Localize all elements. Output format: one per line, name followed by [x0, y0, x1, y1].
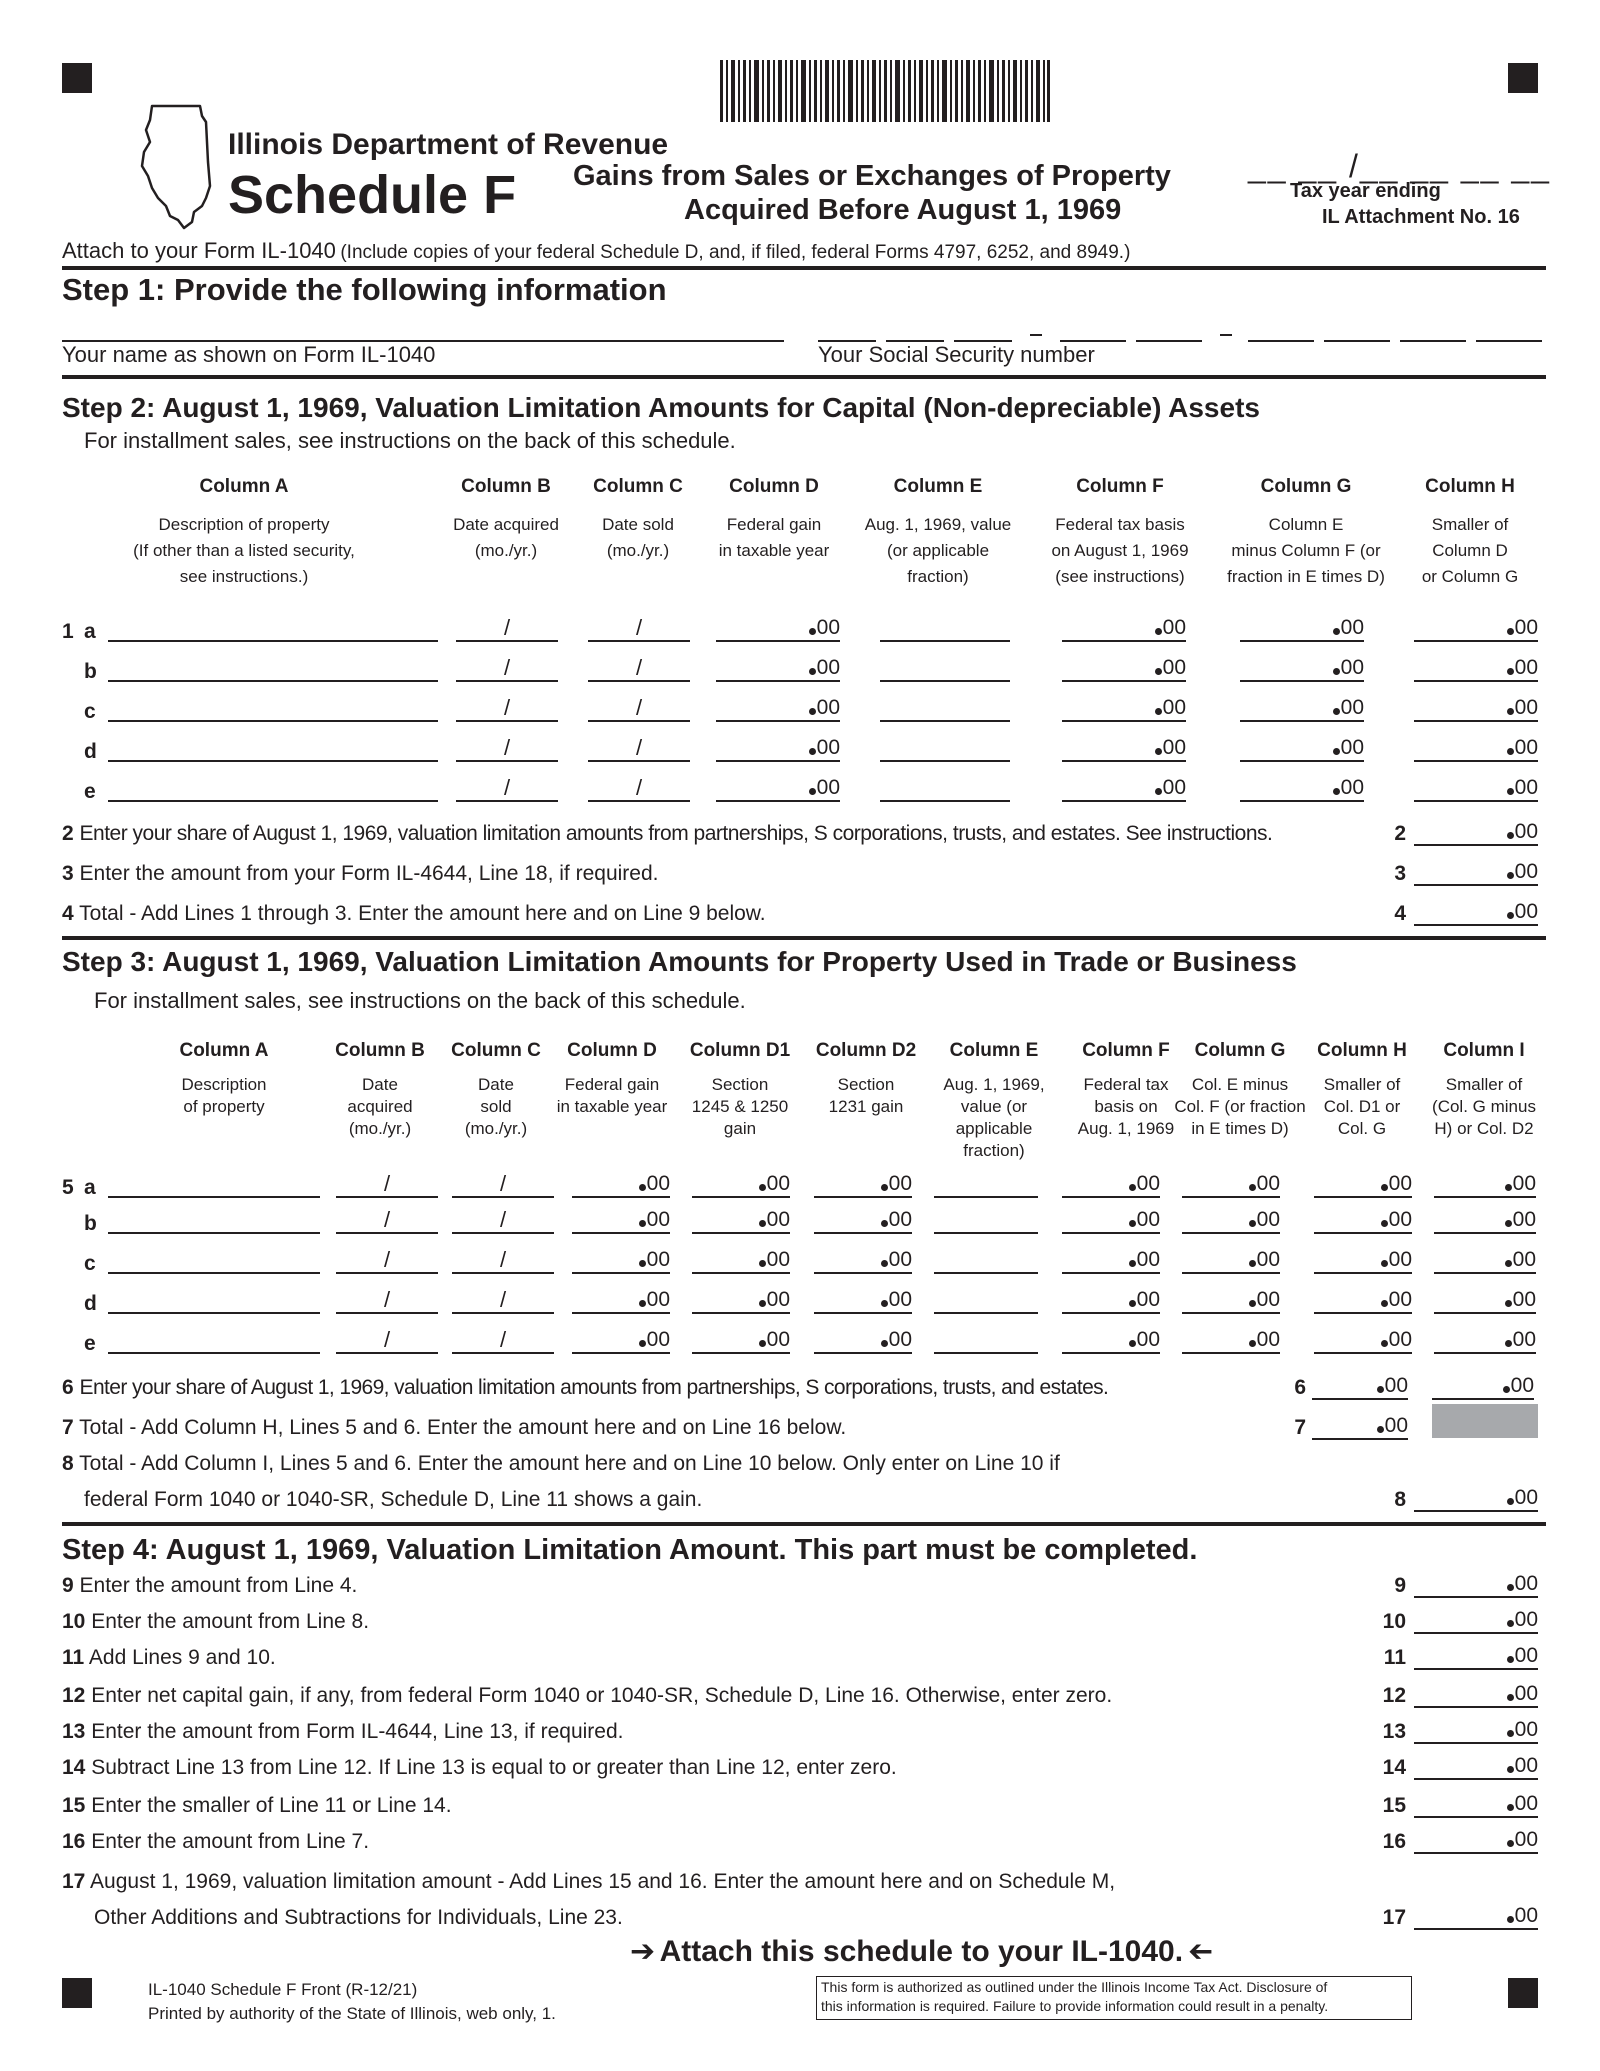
federal-gain-input[interactable]: 00: [572, 1206, 670, 1234]
column-description: Column E minus Column F (or fraction in E times D): [1227, 515, 1385, 586]
description-input[interactable]: [108, 1196, 320, 1198]
line14-text: 14 Subtract Line 13 from Line 12. If Line 13 is equal to or greater than Line 12, enter zero.: [62, 1756, 897, 1779]
row-letter: b: [84, 660, 97, 683]
line6-text: 6 Enter your share of August 1, 1969, valuation limitation amounts from partnerships, S corporations, trusts, and estates.: [62, 1376, 1109, 1399]
description-input[interactable]: [108, 680, 438, 682]
column-g-input[interactable]: 00: [1240, 774, 1364, 802]
column-h-input[interactable]: 00: [1414, 614, 1538, 642]
row-letter: d: [84, 740, 97, 763]
form-title-line1: Gains from Sales or Exchanges of Property: [573, 160, 1171, 192]
line17-number: 17: [1382, 1906, 1406, 1929]
disclosure-notice: This form is authorized as outlined under the Illinois Income Tax Act. Disclosure of this information is required. Failure to provide information could result in a penalty.: [816, 1976, 1412, 2020]
column-description: Date acquired (mo./yr.): [453, 515, 559, 560]
federal-tax-basis-input[interactable]: 00: [1062, 694, 1186, 722]
column-description: Federal tax basis on Aug. 1, 1969: [1077, 1075, 1175, 1138]
line10-text: 10 Enter the amount from Line 8.: [62, 1610, 370, 1633]
step1-title: Step 1: Provide the following information: [62, 272, 667, 307]
aug-1969-value-input[interactable]: [934, 1352, 1038, 1354]
divider: [62, 266, 1546, 270]
column-description: Date sold (mo./yr.): [602, 515, 674, 560]
date-acquired-input[interactable]: /: [336, 1286, 438, 1314]
date-acquired-input[interactable]: /: [336, 1246, 438, 1274]
column-header: Column C: [451, 1040, 541, 1061]
line11-amount[interactable]: 00: [1414, 1642, 1538, 1670]
column-header: Column C: [593, 476, 683, 497]
line17-amount[interactable]: 00: [1414, 1902, 1538, 1930]
column-g-input[interactable]: 00: [1182, 1206, 1280, 1234]
aug-1969-value-input[interactable]: [880, 720, 1010, 722]
federal-tax-basis-input[interactable]: 00: [1062, 1206, 1160, 1234]
date-sold-input[interactable]: /: [588, 774, 690, 802]
date-acquired-input[interactable]: /: [456, 614, 558, 642]
illinois-map-icon: [138, 102, 216, 232]
section-1245-1250-input[interactable]: 00: [692, 1206, 790, 1234]
date-sold-input[interactable]: /: [588, 694, 690, 722]
line15-number: 15: [1382, 1794, 1406, 1817]
column-i-input[interactable]: 00: [1434, 1170, 1536, 1198]
column-description: Aug. 1, 1969, value (or applicable fraction): [943, 1075, 1045, 1160]
row-letter: a: [84, 620, 96, 643]
date-acquired-input[interactable]: /: [336, 1170, 438, 1198]
line17-text-2: Other Additions and Subtractions for Individuals, Line 23.: [94, 1906, 623, 1929]
section-1231-input[interactable]: 00: [814, 1286, 912, 1314]
column-header: Column F: [1082, 1040, 1170, 1061]
federal-tax-basis-input[interactable]: 00: [1062, 654, 1186, 682]
department-name: Illinois Department of Revenue: [228, 128, 669, 161]
section-1245-1250-input[interactable]: 00: [692, 1286, 790, 1314]
column-description: Federal gain in taxable year: [556, 1075, 668, 1116]
line9-amount[interactable]: 00: [1414, 1570, 1538, 1598]
date-acquired-input[interactable]: /: [456, 734, 558, 762]
row-letter: e: [84, 1332, 96, 1355]
attach-instruction: [62, 238, 1130, 264]
line13-amount[interactable]: 00: [1414, 1716, 1538, 1744]
step2-note: For installment sales, see instructions on the back of this schedule.: [84, 428, 736, 453]
description-input[interactable]: [108, 1352, 320, 1354]
line9-text: 9 Enter the amount from Line 4.: [62, 1574, 358, 1597]
printed-by: Printed by authority of the State of Illinois, web only, 1.: [148, 2004, 556, 2023]
line8-text-2: federal Form 1040 or 1040-SR, Schedule D, Line 11 shows a gain.: [84, 1488, 703, 1511]
description-input[interactable]: [108, 1272, 320, 1274]
column-g-input[interactable]: 00: [1240, 614, 1364, 642]
column-description: Section 1245 & 1250 gain: [691, 1075, 789, 1138]
federal-gain-input[interactable]: 00: [572, 1170, 670, 1198]
left-arrow-icon: ➔: [1187, 1935, 1213, 1968]
row-letter: b: [84, 1212, 97, 1235]
column-i-input[interactable]: 00: [1434, 1326, 1536, 1354]
date-sold-input[interactable]: /: [588, 614, 690, 642]
line13-text: 13 Enter the amount from Form IL-4644, Line 13, if required.: [62, 1720, 624, 1743]
column-description: Date acquired (mo./yr.): [347, 1075, 413, 1138]
column-header: Column H: [1317, 1040, 1407, 1061]
date-sold-input[interactable]: /: [588, 654, 690, 682]
line14-number: 14: [1382, 1756, 1406, 1779]
federal-gain-input[interactable]: 00: [572, 1246, 670, 1274]
registration-mark: [1508, 63, 1538, 93]
column-header: Column F: [1076, 476, 1164, 497]
line11-number: 11: [1383, 1646, 1406, 1669]
column-description: Smaller of (Col. G minus H) or Col. D2: [1432, 1075, 1536, 1138]
federal-gain-input[interactable]: 00: [716, 694, 840, 722]
aug-1969-value-input[interactable]: [934, 1272, 1038, 1274]
date-sold-input[interactable]: /: [452, 1286, 554, 1314]
attach-reminder: ➔ Attach this schedule to your IL-1040. ➔: [630, 1935, 1213, 1968]
section-1245-1250-input[interactable]: 00: [692, 1326, 790, 1354]
column-g-input[interactable]: 00: [1240, 734, 1364, 762]
date-sold-input[interactable]: /: [588, 734, 690, 762]
column-header: Column D2: [815, 1040, 917, 1061]
section-1231-input[interactable]: 00: [814, 1206, 912, 1234]
federal-gain-input[interactable]: 00: [716, 734, 840, 762]
line4-text: 4 Total - Add Lines 1 through 3. Enter the amount here and on Line 9 below.: [62, 902, 766, 925]
column-i-input[interactable]: 00: [1434, 1246, 1536, 1274]
line6-number: 6: [1294, 1376, 1306, 1399]
federal-tax-basis-input[interactable]: 00: [1062, 1326, 1160, 1354]
divider: [62, 1522, 1546, 1526]
line15-amount[interactable]: 00: [1414, 1790, 1538, 1818]
column-g-input[interactable]: 00: [1240, 694, 1364, 722]
description-input[interactable]: [108, 760, 438, 762]
line1-number: 1: [62, 620, 74, 643]
line3-text: 3 Enter the amount from your Form IL-4644, Line 18, if required.: [62, 862, 659, 885]
line16-text: 16 Enter the amount from Line 7.: [62, 1830, 370, 1853]
registration-mark: [62, 63, 92, 93]
column-description: Section 1231 gain: [828, 1075, 904, 1116]
line7-number: 7: [1294, 1416, 1306, 1439]
column-header: Column B: [335, 1040, 425, 1061]
line3-number: 3: [1394, 862, 1406, 885]
date-acquired-input[interactable]: /: [336, 1326, 438, 1354]
column-h-input[interactable]: 00: [1314, 1246, 1412, 1274]
aug-1969-value-input[interactable]: [880, 640, 1010, 642]
tax-year-date-field[interactable]: __ __ /__ __ __ __: [1248, 148, 1551, 184]
column-h-input[interactable]: 00: [1414, 734, 1538, 762]
line14-amount[interactable]: 00: [1414, 1752, 1538, 1780]
column-description: Federal gain in taxable year: [718, 515, 830, 560]
ssn-label: Your Social Security number: [818, 342, 1095, 367]
column-description: Description of property: [181, 1075, 267, 1116]
line8-text-1: 8 Total - Add Column I, Lines 5 and 6. Enter the amount here and on Line 10 below. Only enter on Line 10 if: [62, 1452, 1060, 1475]
column-header: Column B: [461, 476, 551, 497]
form-id: IL-1040 Schedule F Front (R-12/21): [148, 1980, 418, 1999]
section-1231-input[interactable]: 00: [814, 1246, 912, 1274]
line15-text: 15 Enter the smaller of Line 11 or Line 14.: [62, 1794, 452, 1817]
aug-1969-value-input[interactable]: [880, 800, 1010, 802]
line8-number: 8: [1394, 1488, 1406, 1511]
column-description: Federal tax basis on August 1, 1969 (see instructions): [1051, 515, 1189, 586]
line12-amount[interactable]: 00: [1414, 1680, 1538, 1708]
column-i-input[interactable]: 00: [1434, 1206, 1536, 1234]
divider: [62, 375, 1546, 379]
line10-amount[interactable]: 00: [1414, 1606, 1538, 1634]
line10-number: 10: [1382, 1610, 1406, 1633]
aug-1969-value-input[interactable]: [934, 1232, 1038, 1234]
attachment-number: IL Attachment No. 16: [1322, 206, 1520, 228]
aug-1969-value-input[interactable]: [880, 760, 1010, 762]
date-sold-input[interactable]: /: [452, 1206, 554, 1234]
line6-amount-h[interactable]: 00: [1312, 1372, 1408, 1400]
line4-amount[interactable]: 00: [1414, 898, 1538, 926]
line7-text: 7 Total - Add Column H, Lines 5 and 6. Enter the amount here and on Line 16 below.: [62, 1416, 847, 1439]
date-sold-input[interactable]: /: [452, 1326, 554, 1354]
right-arrow-icon: ➔: [630, 1935, 656, 1968]
federal-tax-basis-input[interactable]: 00: [1062, 1170, 1160, 1198]
description-input[interactable]: [108, 720, 438, 722]
column-description: Description of property (If other than a listed security, see instructions.): [133, 515, 355, 586]
column-description: Date sold (mo./yr.): [464, 1075, 528, 1138]
shaded-cell: [1432, 1404, 1538, 1438]
column-header: Column E: [893, 476, 983, 497]
line12-number: 12: [1382, 1684, 1406, 1707]
section-1231-input[interactable]: 00: [814, 1170, 912, 1198]
name-label: Your name as shown on Form IL-1040: [62, 342, 436, 367]
column-h-input[interactable]: 00: [1414, 694, 1538, 722]
line12-text: 12 Enter net capital gain, if any, from federal Form 1040 or 1040-SR, Schedule D, Line 16. Otherwise, enter zero.: [62, 1684, 1113, 1707]
column-description: Smaller of Col. D1 or Col. G: [1323, 1075, 1401, 1138]
federal-gain-input[interactable]: 00: [716, 654, 840, 682]
step4-title: Step 4: August 1, 1969, Valuation Limitation Amount. This part must be completed.: [62, 1534, 1198, 1566]
line2-text: 2 Enter your share of August 1, 1969, valuation limitation amounts from partnerships, S corporations, trusts, and estates. See instructions.: [62, 822, 1273, 845]
tax-year-label: Tax year ending: [1290, 180, 1441, 202]
section-1231-input[interactable]: 00: [814, 1326, 912, 1354]
column-header: Column E: [949, 1040, 1039, 1061]
step3-title: Step 3: August 1, 1969, Valuation Limitation Amounts for Property Used in Trade or Business: [62, 946, 1297, 977]
federal-tax-basis-input[interactable]: 00: [1062, 734, 1186, 762]
row-letter: e: [84, 780, 96, 803]
column-h-input[interactable]: 00: [1314, 1326, 1412, 1354]
column-header: Column G: [1260, 476, 1352, 497]
registration-mark: [1508, 1978, 1538, 2008]
line5-number: 5: [62, 1176, 74, 1199]
column-description: Aug. 1, 1969, value (or applicable fraction): [864, 515, 1012, 586]
federal-gain-input[interactable]: 00: [572, 1326, 670, 1354]
column-h-input[interactable]: 00: [1314, 1170, 1412, 1198]
line2-number: 2: [1394, 822, 1406, 845]
column-header: Column D: [729, 476, 819, 497]
column-description: Col. E minus Col. F (or fraction in E times D): [1174, 1075, 1306, 1138]
line4-number: 4: [1394, 902, 1406, 925]
line17-text-1: 17 August 1, 1969, valuation limitation amount - Add Lines 15 and 16. Enter the amount here and on Schedule M,: [62, 1870, 1116, 1893]
column-h-input[interactable]: 00: [1414, 774, 1538, 802]
row-letter: c: [84, 700, 96, 723]
date-acquired-input[interactable]: /: [336, 1206, 438, 1234]
date-sold-input[interactable]: /: [452, 1246, 554, 1274]
aug-1969-value-input[interactable]: [934, 1312, 1038, 1314]
federal-tax-basis-input[interactable]: 00: [1062, 1246, 1160, 1274]
line11-text: 11 Add Lines 9 and 10.: [62, 1646, 276, 1669]
line3-amount[interactable]: 00: [1414, 858, 1538, 886]
attach-bold-text: Attach to your Form IL-1040: [62, 238, 336, 263]
registration-mark: [62, 1978, 92, 2008]
column-h-input[interactable]: 00: [1414, 654, 1538, 682]
column-i-input[interactable]: 00: [1434, 1286, 1536, 1314]
schedule-title: Schedule F: [228, 165, 517, 225]
line16-amount[interactable]: 00: [1414, 1826, 1538, 1854]
line6-amount-i[interactable]: 00: [1432, 1372, 1534, 1400]
column-g-input[interactable]: 00: [1240, 654, 1364, 682]
federal-tax-basis-input[interactable]: 00: [1062, 774, 1186, 802]
column-header: Column D1: [689, 1040, 791, 1061]
column-g-input[interactable]: 00: [1182, 1170, 1280, 1198]
federal-gain-input[interactable]: 00: [716, 614, 840, 642]
date-acquired-input[interactable]: /: [456, 774, 558, 802]
row-letter: a: [84, 1176, 96, 1199]
step2-title: Step 2: August 1, 1969, Valuation Limitation Amounts for Capital (Non-depreciable) Assets: [62, 392, 1260, 423]
column-header: Column D: [567, 1040, 657, 1061]
column-header: Column A: [199, 476, 289, 497]
step3-note: For installment sales, see instructions on the back of this schedule.: [94, 988, 746, 1013]
aug-1969-value-input[interactable]: [934, 1196, 1038, 1198]
attach-note-text: (Include copies of your federal Schedule D, and, if filed, federal Forms 4797, 6252, and 8949.): [340, 242, 1131, 263]
barcode: [720, 60, 1050, 122]
column-header: Column A: [179, 1040, 269, 1061]
section-1245-1250-input[interactable]: 00: [692, 1170, 790, 1198]
description-input[interactable]: [108, 1312, 320, 1314]
date-acquired-input[interactable]: /: [456, 654, 558, 682]
column-h-input[interactable]: 00: [1314, 1206, 1412, 1234]
federal-gain-input[interactable]: 00: [572, 1286, 670, 1314]
column-g-input[interactable]: 00: [1182, 1246, 1280, 1274]
federal-tax-basis-input[interactable]: 00: [1062, 1286, 1160, 1314]
column-header: Column H: [1425, 476, 1515, 497]
aug-1969-value-input[interactable]: [880, 680, 1010, 682]
line7-amount[interactable]: 00: [1312, 1412, 1408, 1440]
federal-tax-basis-input[interactable]: 00: [1062, 614, 1186, 642]
description-input[interactable]: [108, 640, 438, 642]
form-title-line2: Acquired Before August 1, 1969: [684, 194, 1122, 226]
column-g-input[interactable]: 00: [1182, 1326, 1280, 1354]
column-description: Smaller of Column D or Column G: [1421, 515, 1519, 586]
column-header: Column G: [1194, 1040, 1286, 1061]
line8-amount[interactable]: 00: [1414, 1484, 1538, 1512]
federal-gain-input[interactable]: 00: [716, 774, 840, 802]
section-1245-1250-input[interactable]: 00: [692, 1246, 790, 1274]
description-input[interactable]: [108, 1232, 320, 1234]
divider: [62, 936, 1546, 940]
date-acquired-input[interactable]: /: [456, 694, 558, 722]
date-sold-input[interactable]: /: [452, 1170, 554, 1198]
column-h-input[interactable]: 00: [1314, 1286, 1412, 1314]
column-g-input[interactable]: 00: [1182, 1286, 1280, 1314]
line13-number: 13: [1382, 1720, 1406, 1743]
row-letter: c: [84, 1252, 96, 1275]
column-header: Column I: [1443, 1040, 1525, 1061]
row-letter: d: [84, 1292, 97, 1315]
line16-number: 16: [1382, 1830, 1406, 1853]
description-input[interactable]: [108, 800, 438, 802]
line9-number: 9: [1394, 1574, 1406, 1597]
line2-amount[interactable]: 00: [1414, 818, 1538, 846]
